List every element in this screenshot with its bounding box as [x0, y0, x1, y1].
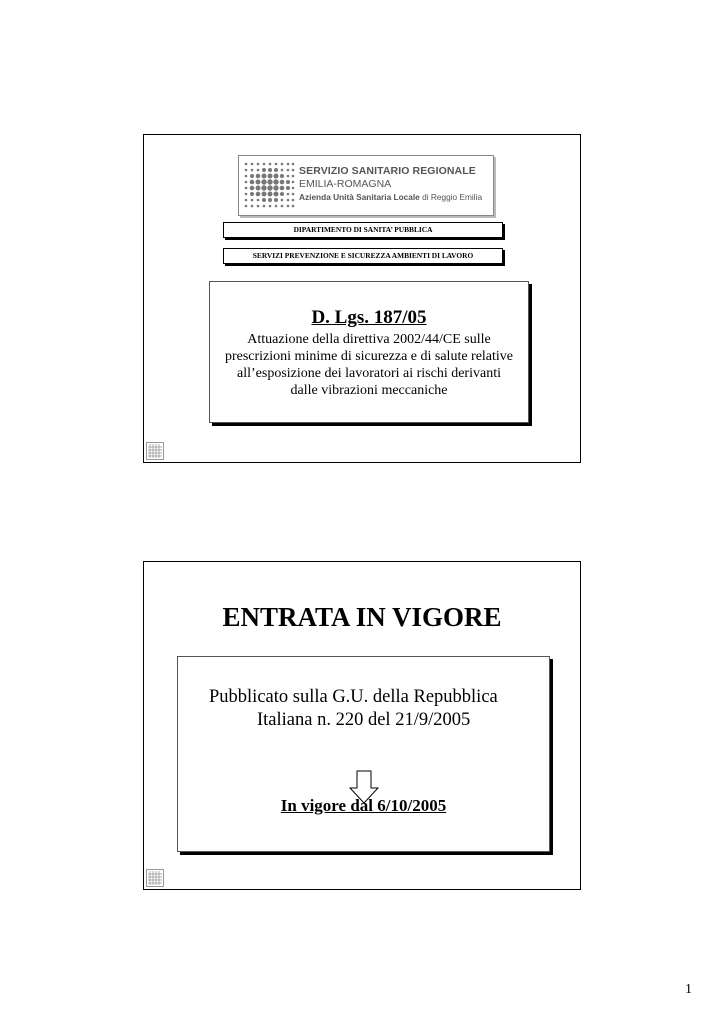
- slide-1: [143, 134, 581, 463]
- slide-title: ENTRATA IN VIGORE: [222, 602, 502, 632]
- decree-line: dalle vibrazioni meccaniche: [290, 383, 448, 398]
- logo-line-3-rest: di Reggio Emilia: [419, 192, 483, 202]
- decree-line: Attuazione della direttiva 2002/44/CE sulle: [247, 332, 491, 347]
- page-number: 1: [685, 982, 692, 997]
- logo-line-1: SERVIZIO SANITARIO REGIONALE: [299, 165, 476, 177]
- slide-corner-icon: [146, 869, 164, 887]
- slide-corner-icon: [146, 442, 164, 460]
- slide-2: [143, 561, 581, 890]
- regional-health-logo: [238, 155, 494, 216]
- logo-line-2: EMILIA-ROMAGNA: [299, 178, 392, 190]
- decree-line: all’esposizione dei lavoratori ai rischi derivanti: [237, 366, 501, 381]
- publication-box: [177, 656, 550, 852]
- publication-line-2: Italiana n. 220 del 21/9/2005: [257, 710, 471, 730]
- logo-line-3: [299, 191, 482, 204]
- publication-text: [209, 686, 498, 732]
- decree-title: D. Lgs. 187/05: [311, 307, 427, 328]
- logo-line-3-bold: Azienda Unità Sanitaria Locale: [299, 192, 420, 202]
- decree-box: [209, 281, 529, 423]
- decree-description: [210, 331, 528, 399]
- services-label: SERVIZI PREVENZIONE E SICUREZZA AMBIENTI DI LAVORO: [223, 248, 503, 264]
- grid-logo-icon: [243, 161, 295, 211]
- department-label: DIPARTIMENTO DI SANITA’ PUBBLICA: [223, 222, 503, 238]
- publication-line-1: Pubblicato sulla G.U. della Repubblica: [209, 687, 498, 707]
- logo-text: [299, 165, 482, 204]
- in-force-date: In vigore dal 6/10/2005: [280, 796, 447, 815]
- decree-line: prescrizioni minime di sicurezza e di salute relative: [224, 349, 514, 364]
